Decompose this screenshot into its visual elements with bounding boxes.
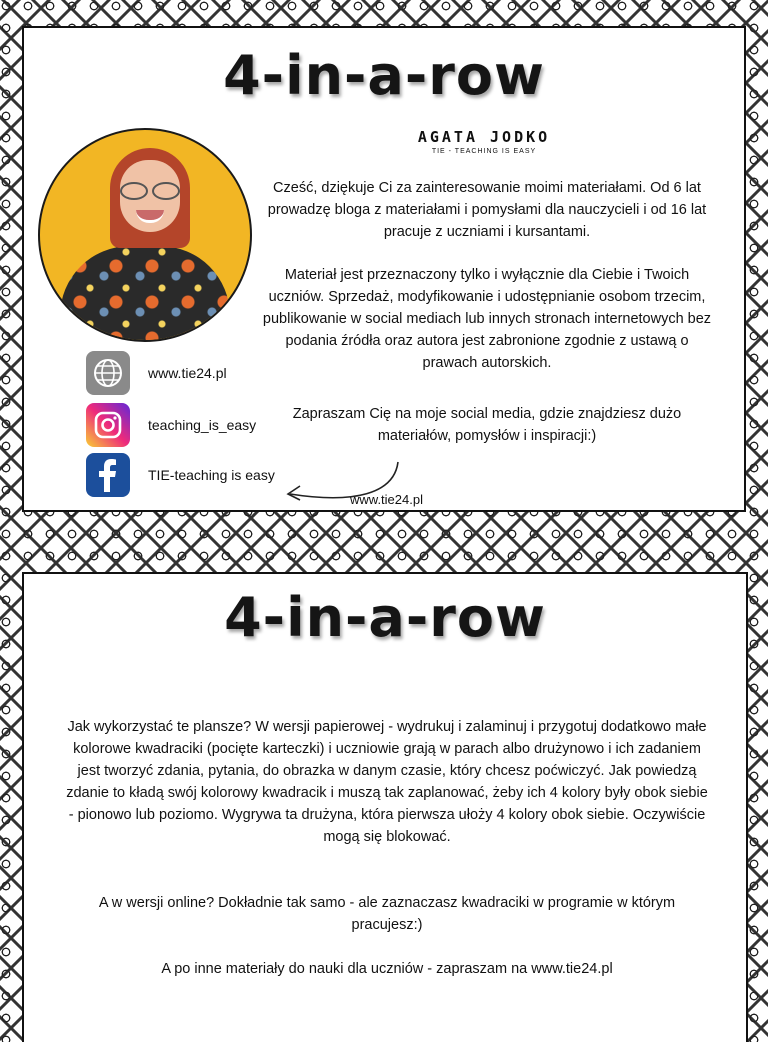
copyright-paragraph: Materiał jest przeznaczony tylko i wyłącznie dla Ciebie i Twoich uczniów. Sprzedaż, modyfikowanie i udostępnianie osobom trzecim, publikowanie w social mediach lub innych stronach internetowych bez podania źródła oraz autora jest zabronione zgodnie z ustawą o prawach autorskich.: [262, 267, 712, 371]
brand-logo: [404, 128, 564, 155]
photo-glasses: [118, 182, 182, 198]
instagram-icon: [86, 403, 130, 447]
social-invite-paragraph: Zapraszam Cię na moje social media, gdzie znajdziesz dużo materiałów, pomysłów i inspiracji:): [292, 406, 682, 444]
social-website-label: www.tie24.pl: [148, 365, 227, 381]
online-version-paragraph: A w wersji online? Dokładnie tak samo - ale zaznaczasz kwadraciki w programie w którym pracujesz:): [98, 895, 676, 933]
brand-name: AGATA JODKO: [417, 128, 551, 146]
photo-shirt: [60, 246, 230, 342]
website-link[interactable]: www.tie24.pl: [350, 492, 423, 507]
facebook-icon: [86, 453, 130, 497]
page-title-2: 4-in-a-row: [224, 586, 546, 649]
social-facebook-label: TIE-teaching is easy: [148, 467, 275, 483]
instructions-paragraph: Jak wykorzystać te plansze? W wersji papierowej - wydrukuj i zalaminuj i przygotuj dodatkowo małe kolorowe kwadraciki (pocięte karteczki) i uczniowie grają w parach albo drużynowo i ich zadaniem jest tworzyć zdania, pytania, do obrazka w danym czasie, który chcesz poćwiczyć. Jak powiedzą zdanie to kładą swój kolorowy kwadracik i muszą tak zaplanować, żeby ich 4 kolory były obok siebie - pionowo lub poziomo. Wygrywa ta drużyna, która pierwsza ułoży 4 kolory obok siebie. Oczywiście mogą się blokować.: [66, 719, 708, 845]
page-title: 4-in-a-row: [223, 44, 545, 107]
social-instagram-label: teaching_is_easy: [148, 417, 257, 433]
intro-card: [22, 26, 746, 512]
intro-paragraph: Cześć, dziękuje Ci za zainteresowanie moimi materiałami. Od 6 lat prowadzę bloga z materiałami i pomysłami dla nauczycieli i od 16 lat pracuje z uczniami i kursantami.: [267, 180, 707, 240]
social-facebook[interactable]: [86, 452, 275, 498]
more-materials-paragraph: A po inne materiały do nauki dla uczniów - zapraszam na www.tie24.pl: [161, 961, 613, 977]
globe-icon: [86, 351, 130, 395]
brand-tagline: TIE - TEACHING IS EASY: [431, 148, 537, 155]
social-website[interactable]: [86, 350, 227, 396]
social-instagram[interactable]: [86, 402, 256, 448]
author-photo: [38, 128, 252, 342]
instructions-card: [22, 572, 748, 1042]
